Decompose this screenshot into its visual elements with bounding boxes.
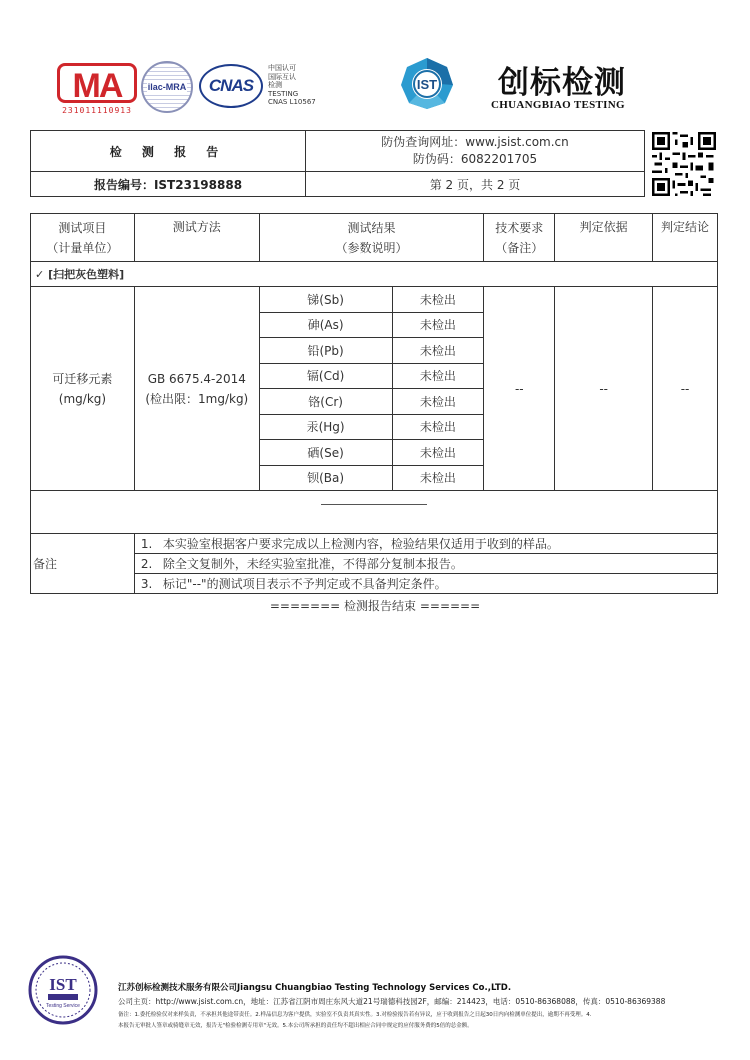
result-cell: 未检出 (392, 389, 484, 415)
cnas-line: 国际互认 (268, 72, 296, 81)
qr-code-icon (652, 132, 716, 196)
sample-group-label: [扫把灰色塑料] (48, 268, 125, 281)
header-requirement (484, 214, 555, 262)
report-end-line: ======= 检测报告结束 ====== (269, 599, 481, 613)
cnas-logo (199, 64, 263, 108)
ilac-mra-logo (141, 61, 193, 113)
sample-group-row (31, 262, 718, 287)
element-cell: 砷(As) (259, 312, 392, 338)
remark-text: 除全文复制外，未经实验室批准，不得部分复制本报告。 (162, 557, 463, 571)
test-method-cell (134, 287, 259, 491)
ist-logo-icon (397, 55, 457, 111)
remark-number: 3. (140, 577, 153, 591)
header-conclusion (653, 214, 718, 262)
header-line: 测试方法 (172, 220, 221, 234)
footer-note-line: 本报告无审批人签章或骑缝章无效，报告无"检验检测专用章"无效。5.本公司所承担的责任均不超出相应合同中规定的应付服务费的5倍的总金额。 (118, 1023, 473, 1029)
element-cell: 硒(Se) (259, 440, 392, 466)
element-cell: 铅(Pb) (259, 338, 392, 364)
header-line: 技术要求 (495, 220, 544, 235)
element-cell: 汞(Hg) (259, 414, 392, 440)
footer-seal-icon (28, 955, 98, 1025)
verify-info (306, 131, 645, 172)
remark-row (31, 554, 718, 574)
remark-row (31, 534, 718, 554)
cnas-line: 检测 (268, 81, 282, 89)
test-item-cell (31, 287, 135, 491)
table-row (31, 287, 718, 313)
result-cell: 未检出 (392, 440, 484, 466)
verify-code: 防伪码：6082201705 (412, 152, 538, 166)
footer-seal-text: IST (49, 975, 77, 994)
result-cell: 未检出 (392, 338, 484, 364)
result-cell: 未检出 (392, 363, 484, 389)
cma-number: 231011110913 (62, 106, 132, 115)
remark-item (134, 534, 717, 554)
brand-name-en: CHUANGBIAO TESTING (491, 99, 625, 111)
blank-divider (321, 504, 427, 505)
result-cell: 未检出 (392, 287, 484, 313)
brand-name-cn: 创标检测 (498, 65, 626, 101)
element-cell: 钡(Ba) (259, 465, 392, 491)
header-test-item (31, 214, 135, 262)
report-number: 报告编号：IST23198888 (31, 172, 306, 197)
result-cell: 未检出 (392, 414, 484, 440)
header-test-method (134, 214, 259, 262)
footer-contact: 公司主页：http://www.jsist.com.cn，地址：江苏省江阴市周庄东风大道21号瑞德科技园2F，邮编：214423，电话：0510-86368088，传真：0510-86369388 (118, 997, 666, 1006)
ilac-mra-text: ilac-MRA (147, 82, 187, 92)
footer-notes (118, 1010, 718, 1032)
cnas-line: TESTING (268, 89, 299, 98)
header-line: （计量单位） (46, 240, 119, 255)
verify-site: 防伪查询网址：www.jsist.com.cn (381, 135, 569, 149)
cnas-line: CNAS L10567 (268, 98, 316, 106)
cnas-accreditation-text (268, 64, 316, 107)
element-cell: 锑(Sb) (259, 287, 392, 313)
cma-logo-text: MA (57, 63, 137, 103)
header-line: 测试项目 (58, 220, 107, 235)
report-header-table (30, 130, 645, 197)
test-method-limit: (检出限：1mg/kg) (145, 391, 249, 406)
footer-company: 江苏创标检测技术服务有限公司Jiangsu Chuangbiao Testing Technology Services Co.,LTD. (118, 983, 512, 993)
result-cell: 未检出 (392, 312, 484, 338)
remark-item (134, 574, 717, 594)
header-line: 判定结论 (661, 220, 710, 234)
blank-row (31, 491, 718, 534)
sample-group-cell (31, 262, 718, 287)
report-title: 检 测 报 告 (31, 131, 306, 172)
footer-note-line: 备注：1.委托检验仅对来样负责，不承担其他途带责任。2.样品信息为客户提供，实验室不负责其真实性。3.对检验报告若有异议，应于收到报告之日起30日内向检测单位提出，逾期不再受理。4. (118, 1012, 592, 1018)
basis-cell: -- (555, 287, 653, 491)
header-line: （参数说明） (335, 240, 408, 255)
remark-text: 标记"--"的测试项目表示不予判定或不具备判定条件。 (162, 577, 447, 591)
cma-logo (57, 63, 137, 119)
footer-seal-sub: Testing Service (46, 1003, 80, 1009)
remark-number: 2. (140, 557, 153, 571)
element-cell: 镉(Cd) (259, 363, 392, 389)
conclusion-cell: -- (653, 287, 718, 491)
page-info: 第 2 页，共 2 页 (306, 172, 645, 197)
remark-number: 1. (140, 537, 153, 551)
check-icon: ✓ (35, 268, 45, 281)
remark-item (134, 554, 717, 574)
header-line: 判定依据 (579, 220, 628, 234)
header-line: （备注） (495, 240, 544, 255)
remark-text: 本实验室根据客户要求完成以上检测内容，检验结果仅适用于收到的样品。 (162, 537, 559, 551)
test-method-standard: GB 6675.4-2014 (147, 371, 246, 386)
requirement-cell: -- (484, 287, 555, 491)
cnas-logo-text: CNAS (208, 76, 254, 95)
result-cell: 未检出 (392, 465, 484, 491)
table-header-row (31, 214, 718, 262)
header-test-result (259, 214, 484, 262)
blank-cell (31, 491, 718, 534)
ist-logo-text: IST (416, 77, 438, 92)
header-line: 测试结果 (347, 220, 396, 235)
remark-row (31, 574, 718, 594)
test-item-name: 可迁移元素 (52, 371, 113, 386)
remark-label: 备注 (31, 534, 135, 594)
element-cell: 铬(Cr) (259, 389, 392, 415)
cnas-line: 中国认可 (268, 64, 296, 72)
header-basis (555, 214, 653, 262)
test-item-unit: (mg/kg) (58, 391, 107, 406)
results-table (30, 213, 718, 594)
